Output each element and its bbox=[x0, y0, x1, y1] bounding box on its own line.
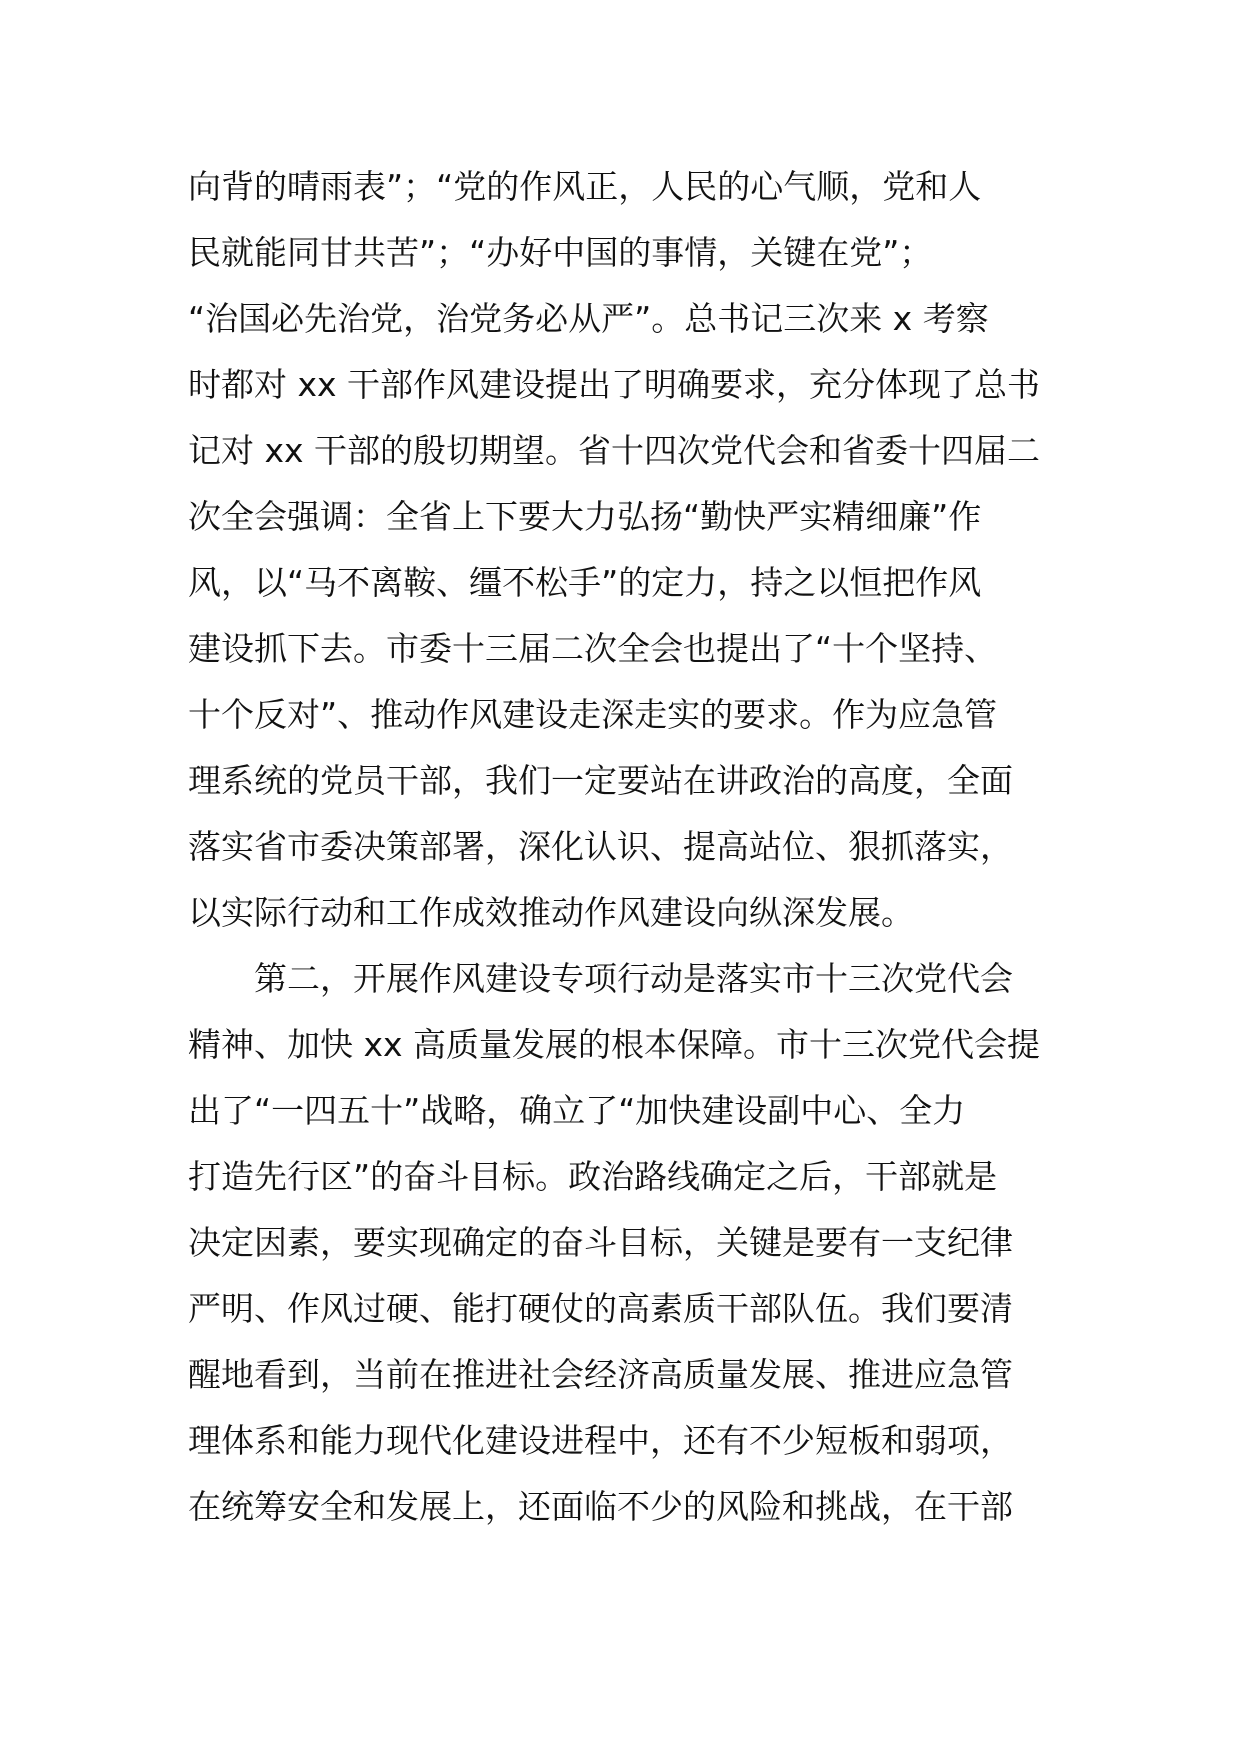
text-line: 理系统的党员干部，我们一定要站在讲政治的高度，全面 bbox=[188, 761, 1013, 800]
text-line: 精神、加快 xx 高质量发展的根本保障。市十三次党代会提 bbox=[188, 1025, 1041, 1064]
text-line: 出了“一四五十”战略，确立了“加快建设副中心、全力 bbox=[188, 1091, 966, 1130]
text-line: 理体系和能力现代化建设进程中，还有不少短板和弱项， bbox=[188, 1421, 1013, 1460]
body-text bbox=[188, 154, 1063, 1540]
text-line: 次全会强调：全省上下要大力弘扬“勤快严实精细廉”作 bbox=[188, 497, 982, 536]
text-line: 打造先行区”的奋斗目标。政治路线确定之后，干部就是 bbox=[188, 1157, 998, 1196]
text-line: 以实际行动和工作成效推动作风建设向纵深发展。 bbox=[188, 893, 914, 932]
text-line: 建设抓下去。市委十三届二次全会也提出了“十个坚持、 bbox=[188, 629, 998, 668]
text-line: 在统筹安全和发展上，还面临不少的风险和挑战，在干部 bbox=[188, 1487, 1013, 1526]
text-line: 落实省市委决策部署，深化认识、提高站位、狠抓落实， bbox=[188, 827, 1013, 866]
text-line: 醒地看到，当前在推进社会经济高质量发展、推进应急管 bbox=[188, 1355, 1013, 1394]
text-line: 决定因素，要实现确定的奋斗目标，关键是要有一支纪律 bbox=[188, 1223, 1013, 1262]
text-line: 向背的晴雨表”；“党的作风正，人民的心气顺，党和人 bbox=[188, 167, 982, 206]
text-line: 严明、作风过硬、能打硬仗的高素质干部队伍。我们要清 bbox=[188, 1289, 1013, 1328]
text-line: 风，以“马不离鞍、缰不松手”的定力，持之以恒把作风 bbox=[188, 563, 982, 602]
text-line: 时都对 xx 干部作风建设提出了明确要求，充分体现了总书 bbox=[188, 365, 1041, 404]
paragraph-start-line: 第二，开展作风建设专项行动是落实市十三次党代会 bbox=[254, 959, 1013, 998]
text-line: 民就能同甘共苦”；“办好中国的事情，关键在党”； bbox=[188, 233, 933, 272]
text-line: 十个反对”、推动作风建设走深走实的要求。作为应急管 bbox=[188, 695, 998, 734]
text-line: “治国必先治党，治党务必从严”。总书记三次来 x 考察 bbox=[188, 299, 989, 338]
text-line: 记对 xx 干部的殷切期望。省十四次党代会和省委十四届二 bbox=[188, 431, 1041, 470]
